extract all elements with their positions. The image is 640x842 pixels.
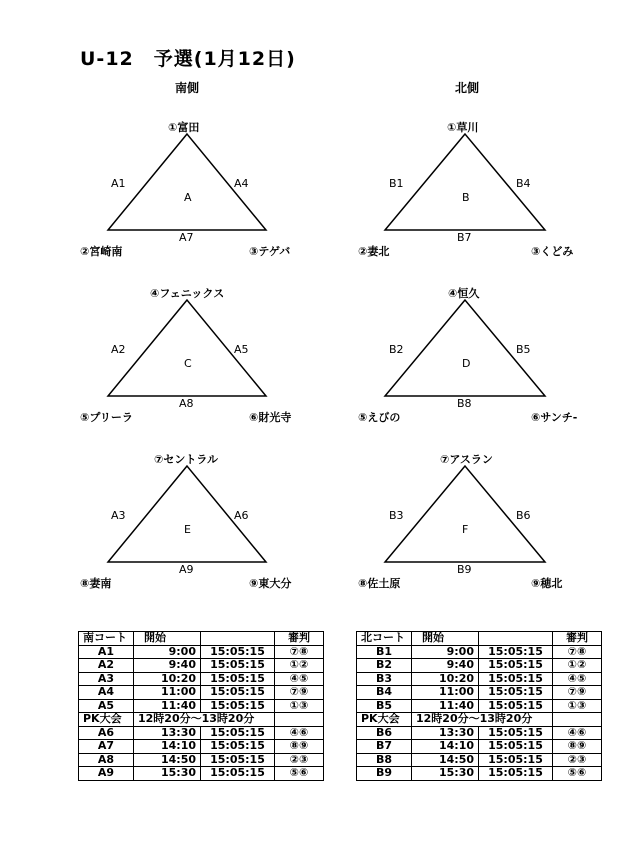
start-cell: 13:30 (134, 726, 201, 740)
table-row (79, 672, 324, 686)
referee-cell: ⑧⑨ (553, 740, 602, 754)
start-cell: 13:30 (412, 726, 479, 740)
match-label: B2 (389, 343, 404, 356)
match-label: B6 (516, 509, 531, 522)
team-label: ⑥サンチ- (531, 411, 578, 424)
team-label: ③テゲバ (249, 245, 291, 258)
table-row (79, 726, 324, 740)
time-cell: 15:05:15 (201, 740, 275, 754)
time-cell: 15:05:15 (201, 659, 275, 673)
match-label: B5 (516, 343, 531, 356)
match-label: B9 (457, 563, 472, 576)
pk-row (357, 713, 602, 727)
table-row (79, 686, 324, 700)
referee-cell: ⑤⑥ (553, 767, 602, 781)
match-label: A2 (111, 343, 126, 356)
group-letter: A (184, 191, 192, 204)
match-cell: A3 (79, 672, 134, 686)
team-label: ⑤えびの (358, 411, 401, 424)
group-letter: B (462, 191, 470, 204)
match-label: B3 (389, 509, 404, 522)
time-cell: 15:05:15 (479, 686, 553, 700)
time-cell: 15:05:15 (201, 699, 275, 713)
time-header (479, 632, 553, 646)
start-cell: 10:20 (134, 672, 201, 686)
referee-cell: ④⑤ (553, 672, 602, 686)
pk-label: PK大会 (79, 713, 134, 727)
referee-cell: ①② (275, 659, 324, 673)
start-cell: 11:40 (134, 699, 201, 713)
referee-header: 審判 (275, 632, 324, 646)
match-cell: B5 (357, 699, 412, 713)
match-cell: A7 (79, 740, 134, 754)
match-label: B4 (516, 177, 531, 190)
referee-cell: ⑧⑨ (275, 740, 324, 754)
south-schedule-table (78, 631, 324, 781)
pk-time: 12時20分～13時20分 (412, 713, 553, 727)
team-label: ⑧佐土原 (358, 577, 401, 590)
start-cell: 9:40 (134, 659, 201, 673)
pk-row (79, 713, 324, 727)
match-label: A5 (234, 343, 249, 356)
group-letter: D (462, 357, 471, 370)
table-row (357, 686, 602, 700)
start-cell: 14:50 (134, 753, 201, 767)
table-row (357, 753, 602, 767)
start-cell: 10:20 (412, 672, 479, 686)
time-cell: 15:05:15 (479, 753, 553, 767)
north-schedule-table (356, 631, 602, 781)
court-header: 北コート (357, 632, 412, 646)
match-cell: A6 (79, 726, 134, 740)
team-label: ⑦アスラン (440, 453, 493, 466)
start-cell: 15:30 (412, 767, 479, 781)
start-cell: 14:10 (134, 740, 201, 754)
match-cell: B1 (357, 645, 412, 659)
table-row (79, 753, 324, 767)
match-label: A4 (234, 177, 249, 190)
match-label: A1 (111, 177, 126, 190)
table-row (357, 659, 602, 673)
start-cell: 11:00 (412, 686, 479, 700)
start-cell: 9:00 (412, 645, 479, 659)
referee-cell: ④⑤ (275, 672, 324, 686)
start-cell: 9:00 (134, 645, 201, 659)
table-row (79, 659, 324, 673)
page-title: U-12 予選(1月12日) (80, 48, 296, 70)
match-cell: A5 (79, 699, 134, 713)
team-label: ⑦セントラル (154, 453, 218, 466)
match-label: B8 (457, 397, 472, 410)
match-cell: B3 (357, 672, 412, 686)
table-row (357, 645, 602, 659)
court-header: 南コート (79, 632, 134, 646)
match-cell: B7 (357, 740, 412, 754)
table-row (79, 699, 324, 713)
table-row (357, 672, 602, 686)
match-cell: A4 (79, 686, 134, 700)
time-cell: 15:05:15 (479, 740, 553, 754)
table-row (79, 645, 324, 659)
pk-label: PK大会 (357, 713, 412, 727)
match-cell: B4 (357, 686, 412, 700)
start-cell: 9:40 (412, 659, 479, 673)
south-side-heading: 南側 (175, 81, 200, 95)
referee-cell: ①③ (553, 699, 602, 713)
start-cell: 11:00 (134, 686, 201, 700)
table-header (79, 632, 324, 646)
time-cell: 15:05:15 (201, 686, 275, 700)
match-cell: A8 (79, 753, 134, 767)
referee-cell: ②③ (553, 753, 602, 767)
table-row (79, 740, 324, 754)
start-cell: 14:10 (412, 740, 479, 754)
time-cell: 15:05:15 (479, 659, 553, 673)
match-label: B7 (457, 231, 472, 244)
group-letter: F (462, 523, 469, 536)
match-label: A8 (179, 397, 194, 410)
table-row (357, 767, 602, 781)
time-cell: 15:05:15 (201, 672, 275, 686)
match-cell: A1 (79, 645, 134, 659)
group-letter: E (184, 523, 191, 536)
table-row (357, 726, 602, 740)
start-cell: 15:30 (134, 767, 201, 781)
time-cell: 15:05:15 (479, 645, 553, 659)
team-label: ②宮崎南 (80, 245, 123, 258)
match-label: B1 (389, 177, 404, 190)
referee-cell: ④⑥ (553, 726, 602, 740)
referee-cell: ⑦⑧ (553, 645, 602, 659)
match-label: A7 (179, 231, 194, 244)
match-cell: B6 (357, 726, 412, 740)
time-cell: 15:05:15 (479, 699, 553, 713)
team-label: ③くどみ (531, 245, 574, 258)
pk-empty-cell (553, 713, 602, 727)
table-row (357, 699, 602, 713)
start-cell: 11:40 (412, 699, 479, 713)
team-label: ②妻北 (358, 245, 390, 258)
team-label: ④フェニックス (150, 287, 225, 300)
north-side-heading: 北側 (455, 81, 480, 95)
time-cell: 15:05:15 (201, 726, 275, 740)
time-cell: 15:05:15 (479, 767, 553, 781)
pk-empty-cell (275, 713, 324, 727)
time-cell: 15:05:15 (479, 672, 553, 686)
referee-cell: ④⑥ (275, 726, 324, 740)
match-label: A6 (234, 509, 249, 522)
team-label: ⑥財光寺 (249, 411, 292, 424)
start-header: 開始 (412, 632, 479, 646)
referee-cell: ①③ (275, 699, 324, 713)
time-cell: 15:05:15 (201, 753, 275, 767)
time-cell: 15:05:15 (479, 726, 553, 740)
match-cell: A2 (79, 659, 134, 673)
match-label: A3 (111, 509, 126, 522)
table-header (357, 632, 602, 646)
match-label: A9 (179, 563, 194, 576)
referee-cell: ①② (553, 659, 602, 673)
team-label: ①富田 (168, 121, 200, 134)
referee-cell: ⑦⑨ (275, 686, 324, 700)
match-cell: B2 (357, 659, 412, 673)
team-label: ⑨東大分 (249, 577, 292, 590)
team-label: ⑧妻南 (80, 577, 112, 590)
pk-time: 12時20分～13時20分 (134, 713, 275, 727)
team-label: ⑤プリーラ (80, 411, 133, 424)
group-letter: C (184, 357, 192, 370)
team-label: ④恒久 (448, 287, 480, 300)
table-row (79, 767, 324, 781)
start-header: 開始 (134, 632, 201, 646)
referee-cell: ⑦⑨ (553, 686, 602, 700)
referee-cell: ⑦⑧ (275, 645, 324, 659)
team-label: ⑨穂北 (531, 577, 563, 590)
time-header (201, 632, 275, 646)
referee-cell: ②③ (275, 753, 324, 767)
time-cell: 15:05:15 (201, 767, 275, 781)
start-cell: 14:50 (412, 753, 479, 767)
referee-cell: ⑤⑥ (275, 767, 324, 781)
match-cell: B9 (357, 767, 412, 781)
time-cell: 15:05:15 (201, 645, 275, 659)
match-cell: A9 (79, 767, 134, 781)
referee-header: 審判 (553, 632, 602, 646)
team-label: ①草川 (447, 121, 479, 134)
table-row (357, 740, 602, 754)
match-cell: B8 (357, 753, 412, 767)
